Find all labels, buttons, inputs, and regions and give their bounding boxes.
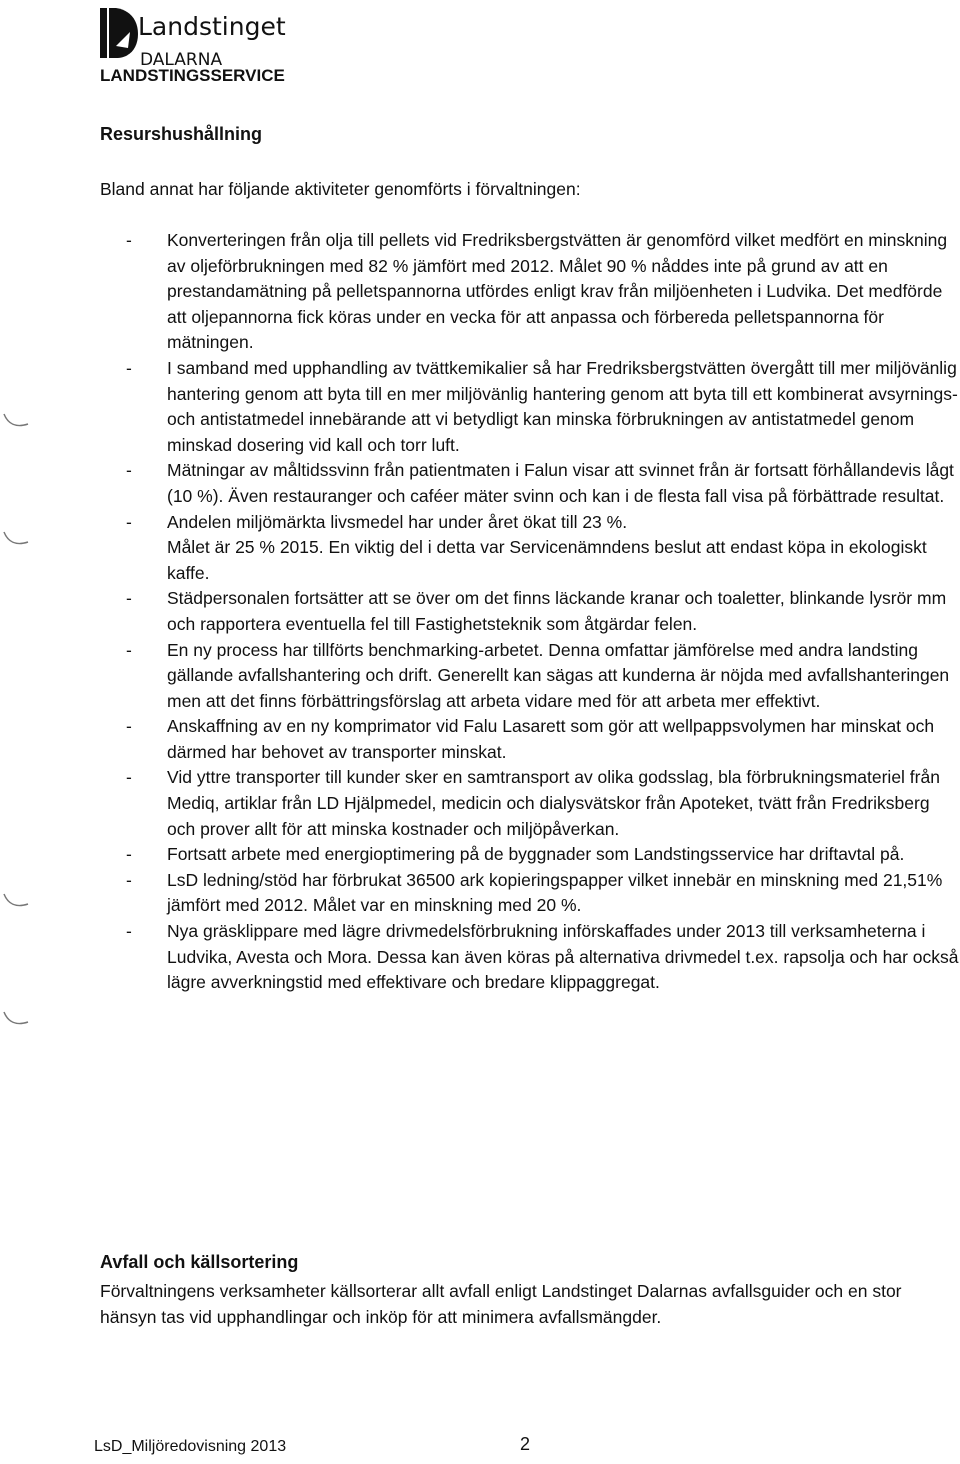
activity-list bbox=[100, 228, 960, 996]
list-item-text: Fortsatt arbete med energioptimering på de byggnader som Landstingsservice har driftavtal på. bbox=[167, 844, 905, 865]
bullet-dash: - bbox=[126, 588, 132, 609]
bullet-dash: - bbox=[126, 921, 132, 942]
list-item bbox=[100, 458, 960, 509]
bullet-dash: - bbox=[126, 844, 132, 865]
list-item bbox=[100, 868, 960, 919]
list-item bbox=[100, 586, 960, 637]
margin-tick-mark-icon bbox=[2, 1010, 30, 1028]
bullet-dash: - bbox=[126, 869, 132, 890]
list-item-text: Konverteringen från olja till pellets vid Fredriksbergstvätten är genomförd vilket medfört en minskning av oljeförbrukningen med 82 % jämfört med 2012. Målet 90 % nåddes inte på grund av att en prestandamätning på pelletspannorna utfördes enligt krav från miljöenheten i Ludvika. Det medförde att oljepannorna fick köras under en vecka för att anpassa och förbereda pelletspannorna för mätningen. bbox=[167, 230, 948, 353]
list-item bbox=[100, 714, 960, 765]
margin-tick-mark-icon bbox=[2, 892, 30, 910]
bullet-dash: - bbox=[126, 639, 132, 660]
section-title-avfall: Avfall och källsortering bbox=[100, 1252, 299, 1272]
list-item bbox=[100, 510, 960, 587]
logo-text-landstinget: Landstinget bbox=[138, 12, 286, 41]
list-item-text: I samband med upphandling av tvättkemikalier så har Fredriksbergstvätten övergått till mer miljövänlig hantering genom att byta till en mer miljövänlig hantering genom att byta till ett kombinerat avsyrnings-och antistatmedel innebärande att vi betydligt kan minska förbrukningen av antistatmedel genom minskad dosering vid kall och torr luft. bbox=[167, 357, 958, 455]
list-item-text: Andelen miljömärkta livsmedel har under året ökat till 23 %. Målet är 25 % 2015. En viktig del i detta var Servicenämndens beslut att endast köpa in ekologiskt kaffe. bbox=[167, 511, 927, 583]
bullet-dash: - bbox=[126, 230, 132, 250]
bullet-dash: - bbox=[126, 511, 132, 532]
margin-tick-mark-icon bbox=[2, 530, 30, 548]
list-item-text: LsD ledning/stöd har förbrukat 36500 ark kopieringspapper vilket innebär en minskning med 21,51% jämfört med 2012. Målet var en minskning med 20 %. bbox=[167, 869, 943, 916]
list-item bbox=[100, 765, 960, 842]
list-item-text: Mätningar av måltidssvinn från patientmaten i Falun visar att svinnet från är fortsatt förhållandevis lågt (10 %). Även restauranger och caféer mäter svinn och kan i de flesta fall visa på förbättrade resultat. bbox=[167, 460, 954, 506]
logo-text-dalarna: DALARNA bbox=[140, 50, 223, 70]
bullet-dash: - bbox=[126, 767, 132, 788]
list-item-text: Vid yttre transporter till kunder sker en samtransport av olika godsslag, bla förbrukningsmateriel från Mediq, artiklar från LD Hjälpmedel, medicin och dialysvätskor från Apoteket, tvätt från Fredriksberg och prover allt för att minska kostnader och miljöpåverkan. bbox=[167, 767, 940, 839]
bullet-dash: - bbox=[126, 460, 132, 481]
list-item bbox=[100, 228, 960, 356]
margin-tick-mark-icon bbox=[2, 412, 30, 430]
footer-document-name: LsD_Miljöredovisning 2013 bbox=[94, 1438, 287, 1455]
list-item bbox=[100, 842, 960, 868]
department-name: LANDSTINGSSERVICE bbox=[100, 66, 285, 85]
list-item bbox=[100, 356, 960, 458]
list-item bbox=[100, 919, 960, 996]
list-item-text: Nya gräsklippare med lägre drivmedelsförbrukning införskaffades under 2013 till verksamheterna i Ludvika, Avesta och Mora. Dessa kan även köras på alternativa drivmedel t.ex. rapsolja och har också lägre avverkningstid med effektivare och bredare klippaggregat. bbox=[167, 921, 959, 993]
bullet-dash: - bbox=[126, 716, 132, 737]
bullet-dash: - bbox=[126, 357, 132, 378]
list-item bbox=[100, 638, 960, 715]
section-title-resurshushallning: Resurshushållning bbox=[100, 124, 263, 144]
footer-page-number: 2 bbox=[520, 1434, 531, 1454]
landstinget-logo-mark-icon bbox=[100, 8, 140, 60]
avfall-text: Förvaltningens verksamheter källsorterar allt avfall enligt Landstinget Dalarnas avfallsguider och en stor hänsyn tas vid upphandlingar och inköp för att minimera avfallsmängder. bbox=[100, 1281, 902, 1327]
intro-text: Bland annat har följande aktiviteter genomförts i förvaltningen: bbox=[100, 179, 581, 199]
list-item-text: Anskaffning av en ny komprimator vid Falu Lasarett som gör att wellpappsvolymen har minskat och därmed har behovet av transporter minskat. bbox=[167, 716, 935, 762]
list-item-text: En ny process har tillförts benchmarking-arbetet. Denna omfattar jämförelse med andra landsting gällande avfallshantering och drift. Generellt kan sägas att kunderna är nöjda med avfallshanteringen men att det finns förbättringsförslag att arbeta vidare med för att arbeta mer effektivt. bbox=[167, 639, 950, 711]
list-item-text: Städpersonalen fortsätter att se över om det finns läckande kranar och toaletter, blinkande lysrör mm och rapportera eventuella fel till Fastighetsteknik som åtgärdar felen. bbox=[167, 588, 947, 634]
